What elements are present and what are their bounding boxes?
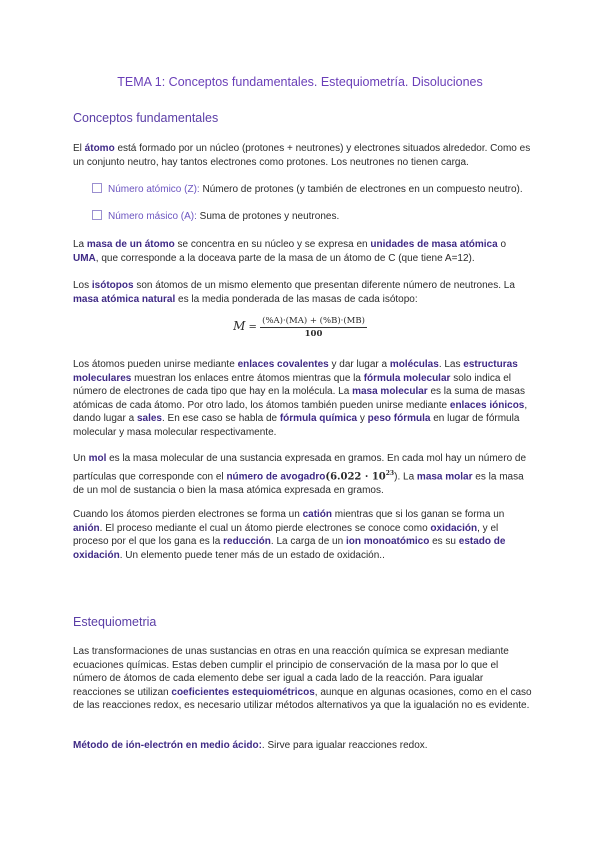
paragraph-mol: Un mol es la masa molecular de una sustancia expresada en gramos. En cada mol hay un número de partículas que corresponde con el número de avogadro(6.022 · $10^{23}$). La masa molar es la masa de un mol de sustancia o bien la masa atómica expresada en gramos. [73, 453, 527, 497]
paragraph-masa-atomo: La masa de un átomo se concentra en su núcleo y se expresa en unidades de masa atómica o UMA, que corresponde a la doceava parte de la masa de un átomo de C (que tiene A=12). [73, 239, 507, 264]
section-heading-conceptos: Conceptos fundamentales [73, 111, 219, 125]
checkbox-icon[interactable] [92, 183, 102, 193]
page-title: TEMA 1: Conceptos fundamentales. Estequiometría. Disoluciones [117, 75, 483, 89]
section-heading-estequiometria: Estequiometria [73, 615, 157, 629]
bullet-numero-masico: Número másico (A): Suma de protones y neutrones. [92, 210, 532, 224]
bullet-numero-atomico: Número atómico (Z): Número de protones (y también de electrones en un compuesto neutro). [92, 183, 532, 197]
paragraph-atomo: El átomo está formado por un núcleo (protones + neutrones) y electrones situados alrededor. Como es un conjunto neutro, hay tantos electrones como protones. Los neutrones no tienen carga. [73, 143, 531, 168]
paragraph-estequiometria: Las transformaciones de unas sustancias en otras en una reacción química se expresan mediante ecuaciones químicas. Estas deben cumplir el principio de conservación de la masa por lo que el número de átomos de cada elemento debe ser igual a cada lado de la reacción. Para igualar reacciones se utilizan coeficientes estequiométricos, aunque en algunas ocasiones, como en el caso de las reacciones redox, es necesario utilizar métodos alternativos ya que la igualación no es evidente. [73, 646, 532, 711]
paragraph-enlaces: Los átomos pueden unirse mediante enlaces covalentes y dar lugar a moléculas. Las estructuras moleculares muestran los enlaces entre átomos mientras que la fórmula molecular solo indica el número de electrones de cada tipo que hay en la molécula. La masa molecular es la suma de masas atómicas de cada átomo. Por otro lado, los átomos también pueden unirse mediante enlaces iónicos, dando lugar a sales. En ese caso se habla de fórmula química y peso fórmula en lugar de fórmula molecular y masa molecular respectivamente. [73, 359, 528, 438]
paragraph-oxidacion: Cuando los átomos pierden electrones se forma un catión mientras que si los ganan se forma un anión. El proceso mediante el cual un átomo pierde electrones se conoce como oxidación, y el proceso por el que los gana es la reducción. La carga de un ion monoatómico es su estado de oxidación. Un elemento puede tener más de un estado de oxidación.. [73, 509, 506, 561]
paragraph-isotopos: Los isótopos son átomos de un mismo elemento que presentan diferente número de neutrones. La masa atómica natural es la media ponderada de las masas de cada isótopo: [73, 280, 515, 305]
formula-masa-atomica: M = $\frac{(\%A)\cdot(MA) + (\%B)\cdot(MB)}{100}$ [233, 316, 365, 339]
checkbox-icon[interactable] [92, 210, 102, 220]
paragraph-metodo-ion-electron: Método de ión-electrón en medio ácido:. Sirve para igualar reacciones redox. [73, 740, 428, 751]
